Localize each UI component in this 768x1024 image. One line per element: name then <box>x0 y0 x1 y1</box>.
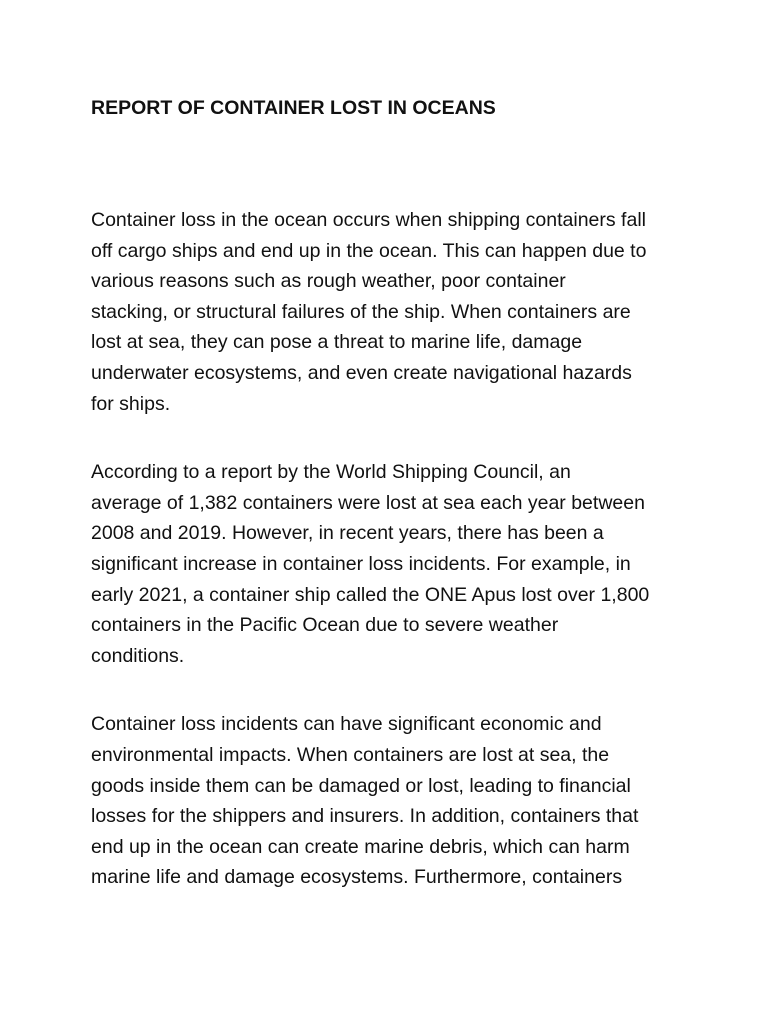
paragraph-line: various reasons such as rough weather, poor container <box>91 270 566 293</box>
paragraph-line: goods inside them can be damaged or lost, leading to financial <box>91 774 631 797</box>
paragraph-line: off cargo ships and end up in the ocean. This can happen due to <box>91 239 647 262</box>
paragraph-line: conditions. <box>91 644 185 667</box>
paragraph-line: for ships. <box>91 392 171 415</box>
paragraph-line: Container loss in the ocean occurs when shipping containers fall <box>91 209 646 231</box>
document-page <box>91 95 701 893</box>
paragraph-line: According to a report by the World Shipping Council, an <box>91 461 571 484</box>
paragraph-line: containers in the Pacific Ocean due to severe weather <box>91 614 559 637</box>
paragraph-line: Container loss incidents can have significant economic and <box>91 713 602 736</box>
document-title: REPORT OF CONTAINER LOST IN OCEANS <box>91 97 496 119</box>
paragraph-line: lost at sea, they can pose a threat to marine life, damage <box>91 331 583 354</box>
paragraph-line: end up in the ocean can create marine debris, which can harm <box>91 835 630 858</box>
paragraph-line: underwater ecosystems, and even create navigational hazards <box>91 361 632 384</box>
paragraph-1 <box>91 205 701 419</box>
paragraph-2 <box>91 457 701 671</box>
paragraph-3 <box>91 709 701 893</box>
paragraph-line: environmental impacts. When containers are lost at sea, the <box>91 743 610 766</box>
paragraph-line: stacking, or structural failures of the ship. When containers are <box>91 300 631 323</box>
paragraph-line: marine life and damage ecosystems. Furthermore, containers <box>91 866 623 889</box>
paragraph-line: significant increase in container loss incidents. For example, in <box>91 552 631 575</box>
paragraph-line: average of 1,382 containers were lost at sea each year between <box>91 491 645 514</box>
paragraph-line: early 2021, a container ship called the ONE Apus lost over 1,800 <box>91 583 650 606</box>
paragraph-line: 2008 and 2019. However, in recent years, there has been a <box>91 522 604 545</box>
paragraph-line: losses for the shippers and insurers. In addition, containers that <box>91 805 639 828</box>
